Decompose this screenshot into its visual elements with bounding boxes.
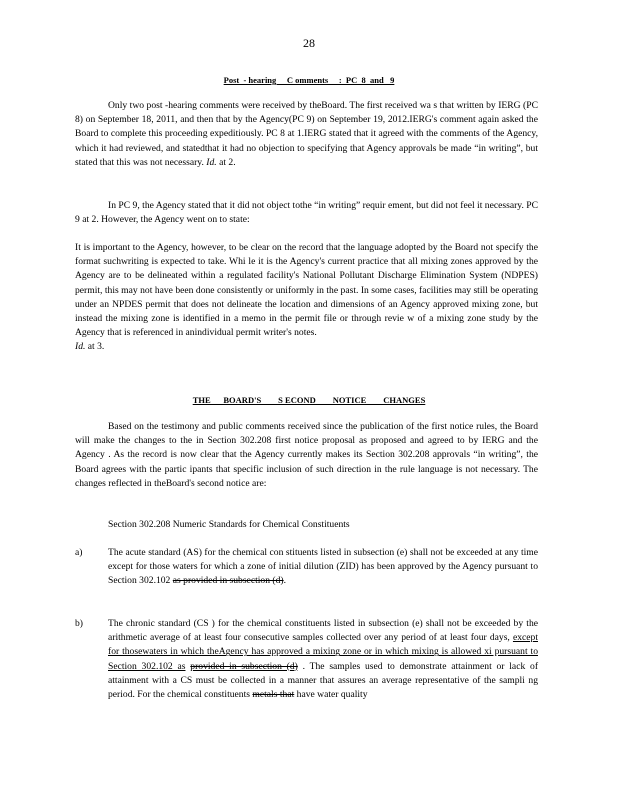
struck-text: metals: [252, 689, 278, 701]
item-text: The chronic standard (CS ) for the chemical constituents listed in subsection (e) shall not be exceeded by the arithmetic average of at least four consecutive samples collected over any period of at least four days,: [108, 618, 538, 644]
list-item-label: b): [75, 618, 83, 629]
section-heading-post-hearing: Post - hearing C omments : PC 8 and 9: [223, 75, 395, 85]
quote-citation-tail: at 3.: [85, 341, 105, 353]
struck-text: as provided in subsection (d): [172, 575, 284, 587]
quote-text: It is important to the Agency, however, to be clear on the record that the language adopted by the Board not specify the format suchwriting is expected to take. Whi le it is the Agency's current practice that all mixing zones approved by the Agency are to be delineated within a regulated facility's National Pollutant Discharge Elimination System (NDPES) permit, this may not have been done consistently or uniformly in the past. In some cases, facilities may still be operating under an NPDES permit that does not delineate the location and dimensions of an Agency approved mixing zone, but instead the mixing zone is identified in a memo in the permit file or through revie w of a mixing zone study by the Agency that is referenced in anindividual permit writer's notes.: [75, 242, 538, 339]
paragraph-text: Only two post -hearing comments were received by theBoard. The first received wa s that written by IERG (PC 8) on September 18, 2011, and then that by the Agency(PC 9) on September 19, 2012.IERG's comment again asked the Board to complete this proceeding expeditiously. PC 8 at 1.IERG stated that it agreed with the comments of the Agency, which it had reviewed, and statedthat it had no objection to specifying that Agency approvals be made “in writing”, but stated that this was not necessary.: [75, 100, 538, 168]
paragraph-pc9: In PC 9, the Agency stated that it did not object tothe “in writing” requir ement, but did not feel it necessary. PC 9 at 2. However, the Agency went on to state:: [75, 200, 538, 226]
list-item-text: [108, 617, 538, 702]
quote-citation-id: Id.: [75, 341, 86, 353]
struck-text-2: that: [277, 689, 295, 701]
item-text: The acute standard (AS) for the chemical con stituents listed in subsection (e) shall not be exceeded at any time except for those waters for which a zone of initial dilution (ZID) has been approved by the Agency pursuant to Section 302.102: [108, 547, 538, 587]
section-title: Section 302.208 Numeric Standards for Chemical Constituents: [108, 519, 350, 530]
list-item-text: [108, 546, 538, 589]
section-heading-second-notice: THE BOARD'S S ECOND NOTICE CHANGES: [192, 395, 426, 405]
block-quote: [75, 241, 538, 355]
inserted-text: except for thosewaters in which theAgency has approved a mixing zone or in which mixing is allowed xi pursuant to Section 302.102 as: [108, 632, 538, 672]
page-number: 28: [303, 36, 315, 50]
paragraph-changes: Based on the testimony and public comments received since the publication of the first notice rules, the Board will make the changes to the in Section 302.208 first notice proposal as proposed and agreed to by IERG and the Agency . As the record is now clear that the Agency currently makes its Section 302.208 approvals “in writing”, the Board agrees with the partic ipants that specific inclusion of such direction in the rule language is not necessary. The changes reflected in theBoard's second notice are:: [75, 421, 538, 489]
item-end: have water quality: [294, 689, 368, 701]
struck-inserted-text: provided in subsection (d): [190, 660, 298, 672]
citation-id: Id.: [206, 156, 217, 168]
item-end: .: [283, 575, 287, 587]
citation-tail: at 2.: [216, 156, 236, 168]
item-text-mid: . The samples used to demonstrate attainment or lack of attainment with a CS must be collected in a manner that assures an average representative of the sampli ng period. For the chemical constituents: [108, 660, 539, 701]
list-item-label: a): [75, 547, 83, 558]
paragraph-post-hearing: [75, 99, 538, 170]
